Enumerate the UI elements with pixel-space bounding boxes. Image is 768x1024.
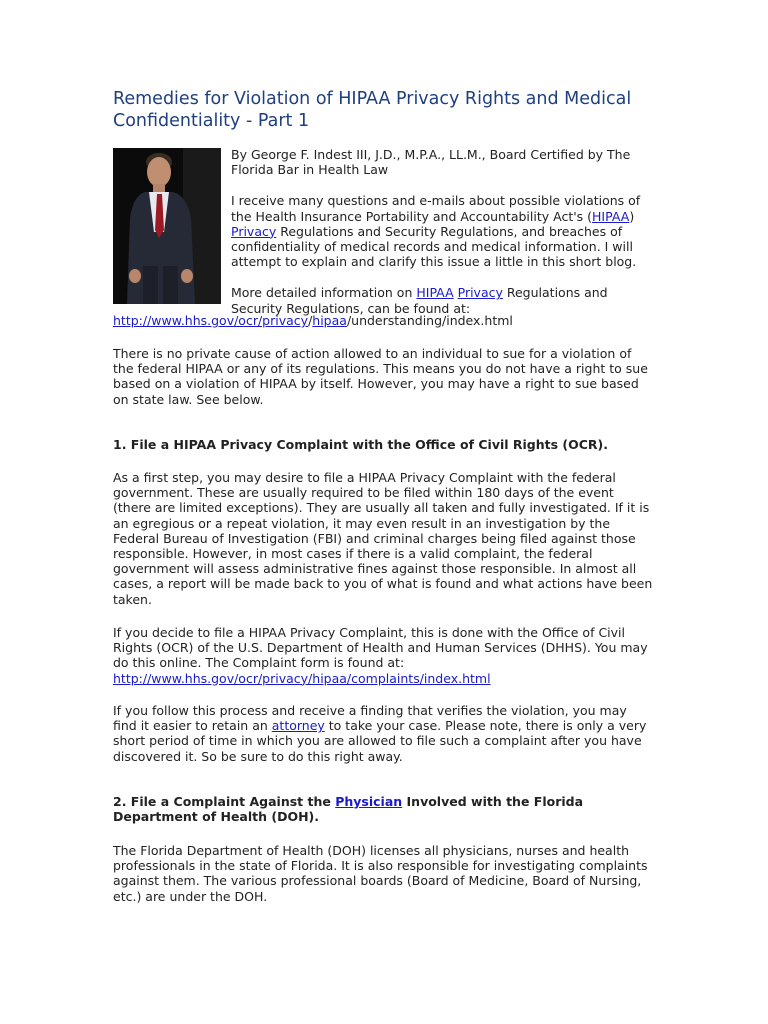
more-info-text-2: Regulations and Security Regulations, can be found at: (231, 285, 608, 316)
section-2-heading (113, 794, 653, 824)
understanding-url-part-a[interactable]: http://www.hhs.gov/ocr/privacy (113, 313, 309, 328)
privacy-link-2[interactable]: Privacy (457, 285, 503, 301)
finding-text-2: to take your case. Please note, there is only a very short period of time in which you are allowed to file such a complaint after you have discovered it. So be sure to do this right away. (113, 718, 647, 764)
complaint-intro-text: If you decide to file a HIPAA Privacy Complaint, this is done with the Office of Civil Rights (OCR) of the U.S. Department of Health and Human Services (DHHS). You may do this online. The Complaint form is found at: (113, 625, 648, 671)
section-2-heading-b: Involved with the Florida Department of Health (DOH). (113, 794, 584, 825)
finding-text-1: If you follow this process and receive a finding that verifies the violation, you may find it easier to retain an (113, 703, 627, 734)
section-2-paragraph-1: The Florida Department of Health (DOH) licenses all physicians, nurses and health professionals in the state of Florida. It is also responsible for investigating complaints against them. The various professional boards (Board of Medicine, Board of Nursing, etc.) are under the DOH. (113, 843, 648, 904)
hipaa-link-2[interactable]: HIPAA (416, 285, 454, 301)
intro-text-3: Regulations and Security Regulations, and breaches of confidentiality of medical records and medical information. I will attempt to explain and clarify this issue a little in this short blog. (231, 223, 637, 270)
byline: By George F. Indest III, J.D., M.P.A., LL.M., Board Certified by The Florida Bar in Health Law (231, 147, 631, 178)
section-1-paragraph-2 (113, 625, 653, 686)
privacy-link[interactable]: Privacy (231, 223, 277, 239)
hipaa-link[interactable]: HIPAA (592, 208, 630, 224)
understanding-url-part-b[interactable]: hipaa (312, 313, 347, 328)
more-info-paragraph (231, 285, 661, 315)
understanding-url-sep: / (308, 313, 313, 328)
understanding-url-line (113, 313, 653, 328)
physician-link[interactable]: Physician (335, 794, 403, 809)
section-1-paragraph-1: As a first step, you may desire to file a HIPAA Privacy Complaint with the federal government. These are usually required to be filed within 180 days of the event (there are limited exceptions). They are usually all taken and fully investigated. If it is an egregious or a repeat violation, it may even result in an investigation by the Federal Bureau of Investigation (FBI) and criminal charges being filed against those responsible. However, in most cases if there is a valid complaint, the federal government will assess administrative fines against those responsible. In almost all cases, a report will be made back to you of what is found and what actions have been taken. (113, 470, 653, 607)
section-2-heading-a: 2. File a Complaint Against the (113, 794, 336, 809)
complaint-form-url[interactable]: http://www.hhs.gov/ocr/privacy/hipaa/complaints/index.html (113, 670, 491, 686)
article-title: Remedies for Violation of HIPAA Privacy Rights and Medical Confidentiality - Part 1 (113, 89, 632, 131)
section-1-heading: 1. File a HIPAA Privacy Complaint with the Office of Civil Rights (OCR). (113, 437, 609, 452)
intro-paragraph (231, 193, 661, 269)
intro-text-1: I receive many questions and e-mails about possible violations of the Health Insurance Portability and Accountability Act's ( (231, 193, 641, 224)
no-private-cause-paragraph: There is no private cause of action allowed to an individual to sue for a violation of the federal HIPAA or any of its regulations. This means you do not have a right to sue based on a violation of HIPAA by itself. However, you may have a right to sue based on state law. See below. (113, 346, 648, 407)
section-1-paragraph-3 (113, 703, 653, 764)
intro-text-2: ) (629, 208, 635, 224)
author-photo (113, 148, 221, 304)
attorney-link[interactable]: attorney (271, 718, 325, 734)
more-info-text-1: More detailed information on (231, 285, 417, 301)
understanding-url-part-c: /understanding/index.html (346, 313, 513, 328)
author-portrait-image (113, 148, 221, 304)
intro-column (231, 147, 661, 332)
